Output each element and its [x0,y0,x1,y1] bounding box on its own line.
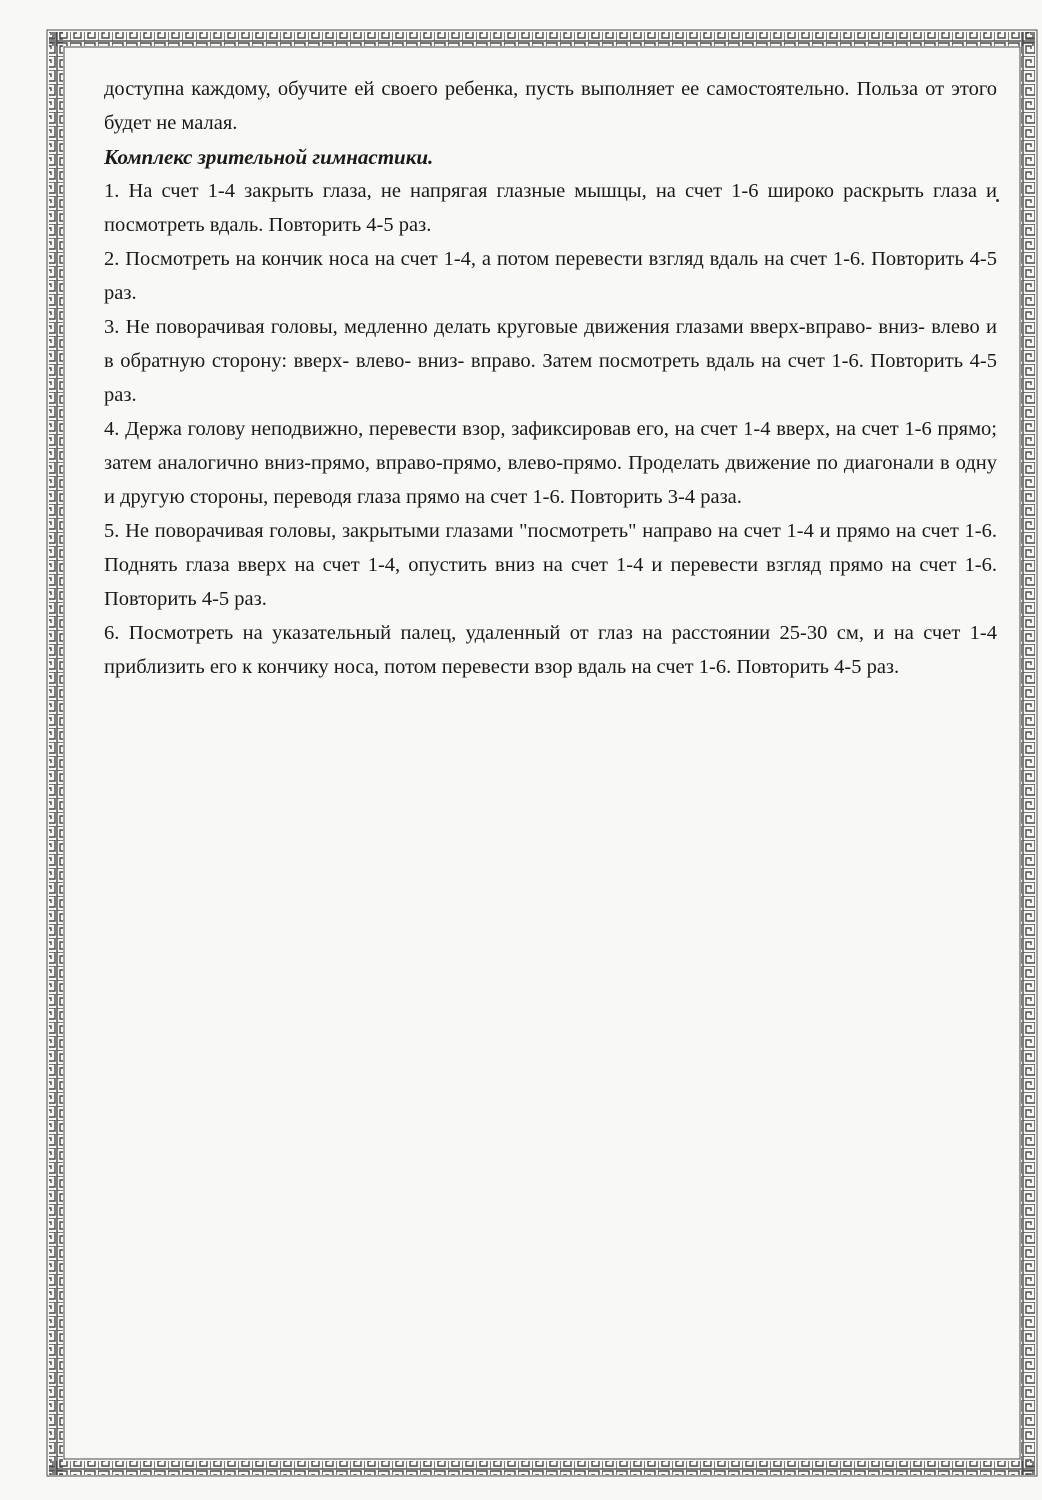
exercise-item-2: 2. Посмотреть на кончик носа на счет 1-4, а потом перевести взгляд вдаль на счет 1-6. Повторить 4-5 раз. [104,248,997,304]
exercise-item-4: 4. Держа голову неподвижно, перевести взор, зафиксировав его, на счет 1-4 вверх, на счет 1-6 прямо; затем аналогично вниз-прямо, вправо-прямо, влево-прямо. Проделать движение по диагонали в одну и другую стороны, переводя глаза прямо на счет 1-6. Повторить 3-4 раза. [104,418,997,508]
intro-paragraph: доступна каждому, обучите ей своего ребенка, пусть выполняет ее самостоятельно. Польза от этого будет не малая. [104,78,997,134]
exercise-item-6: 6. Посмотреть на указательный палец, удаленный от глаз на расстоянии 25-30 см, и на счет 1-4 приблизить его к кончику носа, потом перевести взор вдаль на счет 1-6. Повторить 4-5 раз. [104,622,997,678]
exercise-item-1: 1. На счет 1-4 закрыть глаза, не напрягая глазные мышцы, на счет 1-6 широко раскрыть глаза и посмотреть вдаль. Повторить 4-5 раз. [104,180,997,236]
section-title: Комплекс зрительной гимнастики. [104,145,434,169]
document-body [104,72,997,684]
exercise-item-5: 5. Не поворачивая головы, закрытыми глазами "посмотреть" направо на счет 1-4 и прямо на счет 1-6. Поднять глаза вверх на счет 1-4, опустить вниз на счет 1-4 и перевести взгляд прямо на счет 1-6. Повторить 4-5 раз. [104,520,997,610]
exercise-item-3: 3. Не поворачивая головы, медленно делать круговые движения глазами вверх-вправо- вниз- влево и в обратную сторону: вверх- влево- вниз- вправо. Затем посмотреть вдаль на счет 1-6. Повторить 4-5 раз. [104,316,997,406]
